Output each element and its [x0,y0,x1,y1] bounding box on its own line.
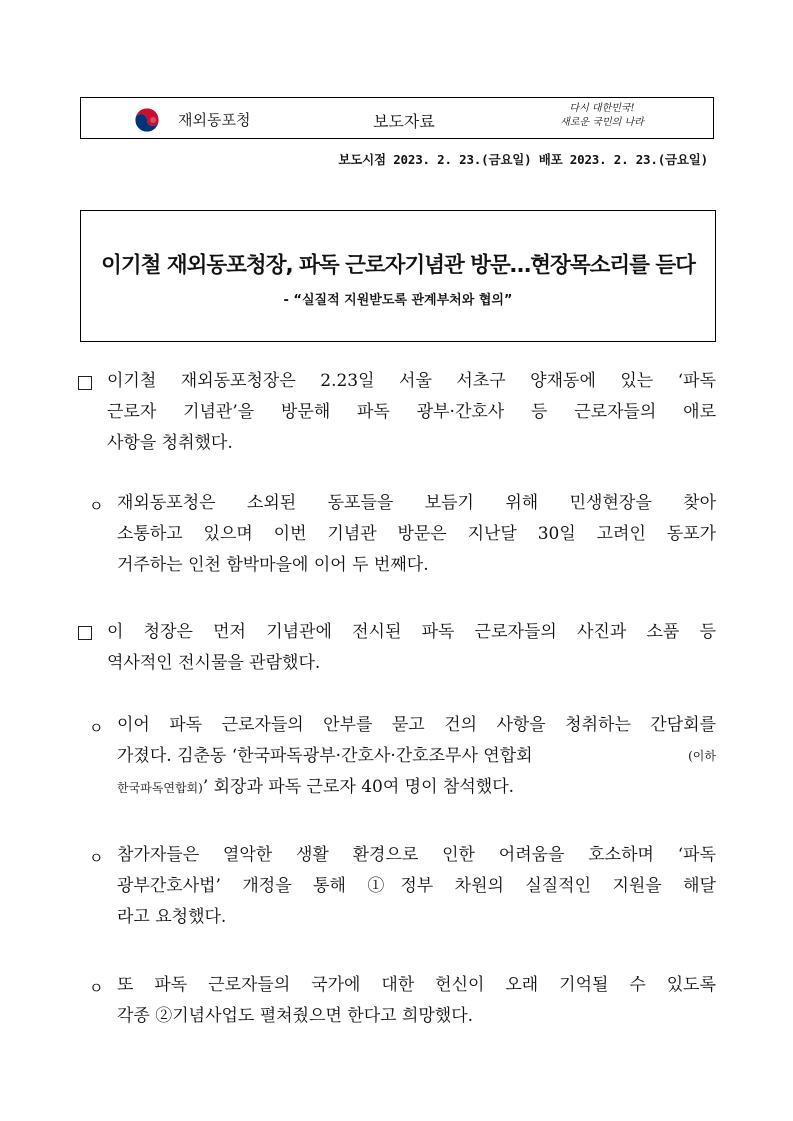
slogan-line-2: 새로운 국민의 나라 [560,117,644,128]
headline-box [80,210,716,342]
circle-bullet-icon: ㅇ [89,849,104,867]
paragraph-line [117,741,716,772]
paragraph-line-note: (이하 [688,749,716,763]
paragraph-line: 이어 파독 근로자들의 안부를 묻고 건의 사항을 청취하는 간담회를 [117,715,716,735]
circle-bullet-icon: ㅇ [89,719,104,737]
paragraph-line-text: 가졌다. 김춘동 ‘한국파독광부·간호사·간호조무사 연합회 [117,746,533,766]
paragraph-line: 역사적인 전시물을 관람했다. [107,653,321,673]
government-logo-icon [129,107,169,133]
circle-bullet-icon: ㅇ [89,497,104,515]
paragraph-line: 또 파독 근로자들의 국가에 대한 헌신이 오래 기억될 수 있도록 [117,975,716,995]
square-bullet-icon [78,626,92,640]
headline-title: 이기철 재외동포청장, 파독 근로자기념관 방문…현장목소리를 듣다 [101,253,695,278]
release-dates: 보도시점 2023. 2. 23.(금요일) 배포 2023. 2. 23.(금요일) [338,152,708,167]
paragraph-line-text: ’ 회장과 파독 근로자 40여 명이 참석했다. [202,777,515,797]
paragraph-line: 근로자 기념관’을 방문해 파독 광부·간호사 등 근로자들의 애로 [107,402,716,422]
paragraph-line [117,772,716,804]
paragraph-2 [117,488,716,581]
paragraph-line: 이 청장은 먼저 기념관에 전시된 파독 근로자들의 사진과 소품 등 [107,622,716,642]
agency-name: 재외동포청 [178,111,251,129]
paragraph-4 [117,710,716,804]
circle-bullet-icon: ㅇ [89,979,104,997]
paragraph-line: 사항을 청취했다. [107,433,233,453]
square-bullet-icon [78,376,92,390]
paragraph-line: 이기철 재외동포청장은 2.23일 서울 서초구 양재동에 있는 ‘파독 [107,371,716,391]
slogan [557,102,647,130]
paragraph-line: 소통하고 있으며 이번 기념관 방문은 지난달 30일 고려인 동포가 [117,524,716,544]
paragraph-line: 각종 ②기념사업도 펼쳐줬으면 한다고 희망했다. [117,1006,474,1026]
paragraph-line: 거주하는 인천 함박마을에 이어 두 번째다. [117,555,429,575]
headline-subtitle: - “실질적 지원받도록 관계부처와 협의” [283,293,513,308]
paragraph-line: 재외동포청은 소외된 동포들을 보듬기 위해 민생현장을 찾아 [117,493,716,513]
paragraph-3 [107,617,716,679]
paragraph-1-cont [107,397,716,459]
paragraph-line: 광부간호사법’ 개정을 통해 ①정부 차원의 실질적인 지원을 해달 [117,876,716,896]
paragraph-6 [117,970,716,1032]
slogan-line-1: 다시 대한민국! [569,103,635,114]
paragraph-1 [107,366,716,397]
press-header [80,97,714,139]
document-type: 보도자료 [373,112,435,131]
paragraph-line: 라고 요청했다. [117,907,227,927]
paragraph-line: 참가자들은 열악한 생활 환경으로 인한 어려움을 호소하며 ‘파독 [117,845,716,865]
paragraph-line-note: 한국파독연합회) [117,781,203,795]
paragraph-5 [117,840,716,933]
